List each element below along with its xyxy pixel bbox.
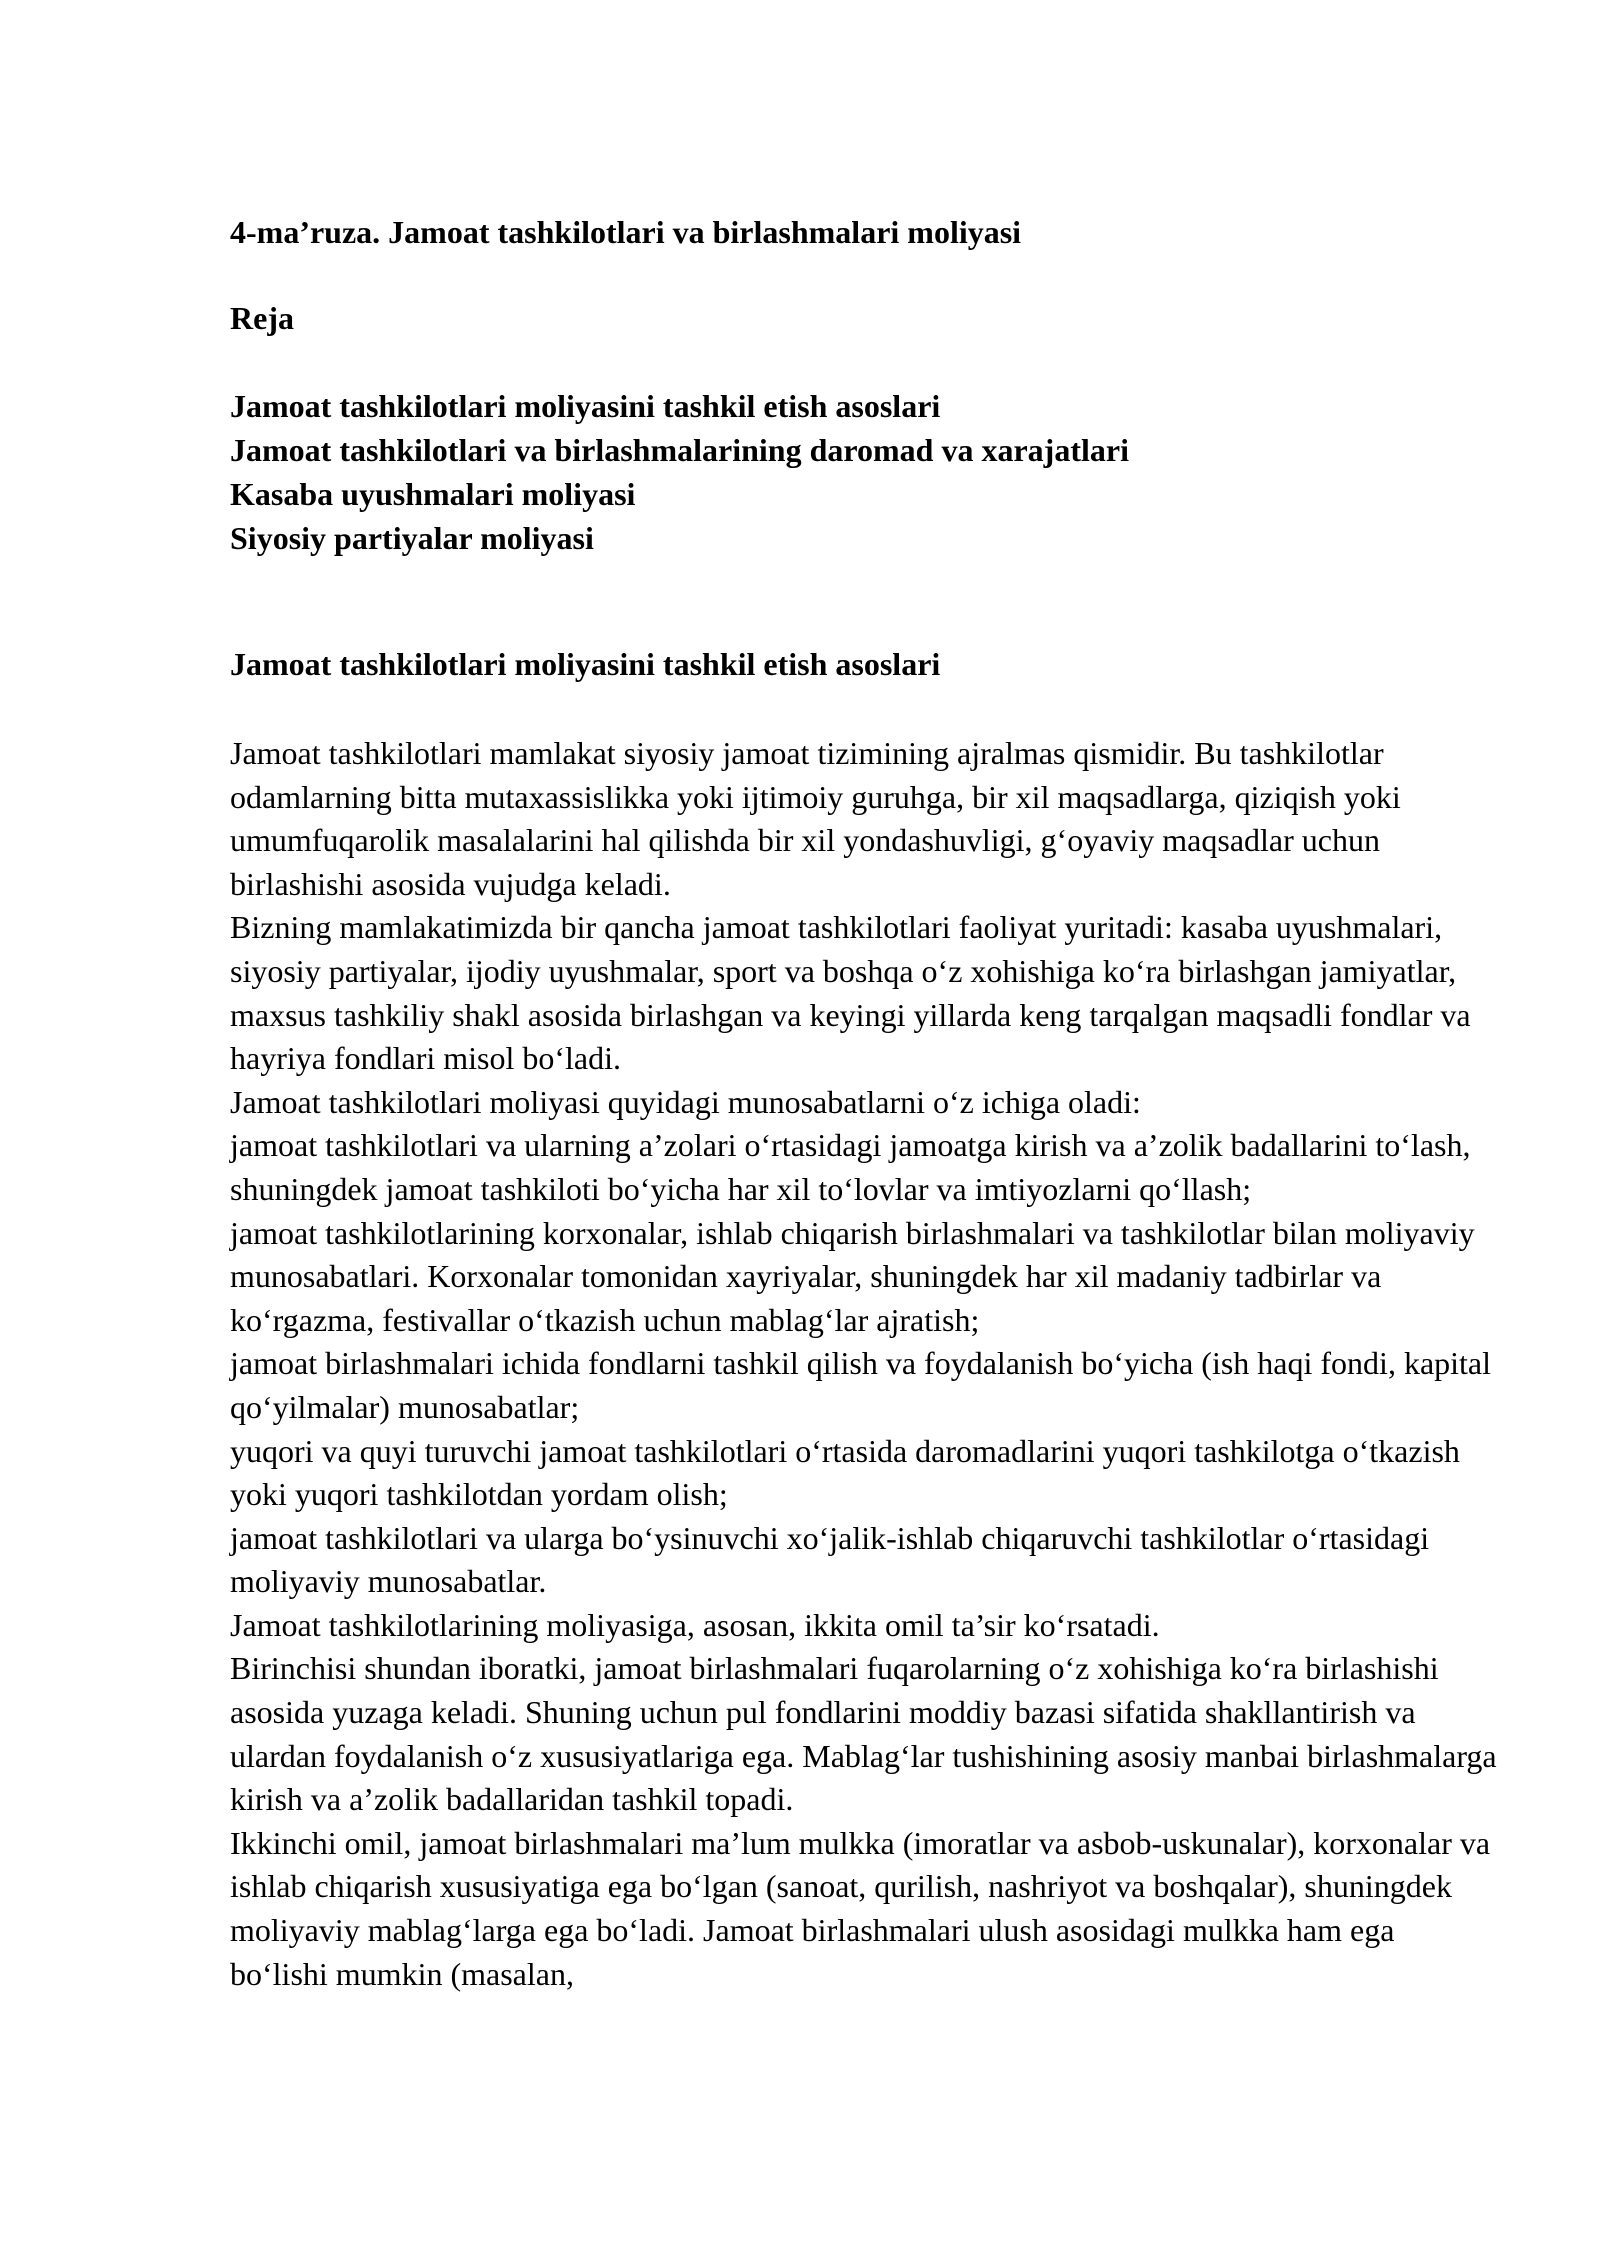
paragraph: Birinchisi shundan iboratki, jamoat birlashmalari fuqarolarning o‘z xohishiga ko‘ra birlashishi asosida yuzaga keladi. Shuning uchun pul fondlarini moddiy bazasi sifatida shakllantirish va ulardan foydalanish o‘z xususiyatlariga ega. Mablag‘lar tushishining asosiy manbai birlashmalarga kirish va a’zolik badallaridan tashkil topadi. xyxy=(230,1650,1497,1818)
paragraph: Ikkinchi omil, jamoat birlashmalari ma’lum mulkka (imoratlar va asbob-uskunalar), korxonalar va ishlab chiqarish xususiyatiga ega bo‘lgan (sanoat, qurilish, nashriyot va boshqalar), shuningdek moliyaviy mablag‘larga ega bo‘ladi. Jamoat birlashmalari ulush asosidagi mulkka ham ega bo‘lishi mumkin (masalan, xyxy=(230,1824,1491,1992)
plan-heading: Reja xyxy=(230,300,294,336)
paragraph: jamoat birlashmalari ichida fondlarni tashkil qilish va foydalanish bo‘yicha (ish haqi fondi, kapital qo‘yilmalar) munosabatlar; xyxy=(230,1345,1492,1425)
plan-item: Jamoat tashkilotlari va birlashmalarining daromad va xarajatlari xyxy=(230,432,1129,468)
paragraph: Jamoat tashkilotlarining moliyasiga, asosan, ikkita omil ta’sir ko‘rsatadi. xyxy=(230,1606,1160,1643)
body-text xyxy=(230,732,1500,1996)
paragraph: jamoat tashkilotlari va ularga bo‘ysinuvchi xo‘jalik-ishlab chiqaruvchi tashkilotlar o‘rtasidagi moliyaviy munosabatlar. xyxy=(230,1519,1430,1600)
paragraph: jamoat tashkilotlarining korxonalar, ishlab chiqarish birlashmalari va tashkilotlar bilan moliyaviy munosabatlari. Korxonalar tomonidan xayriyalar, shuningdek har xil madaniy tadbirlar va ko‘rgazma, festivallar o‘tkazish uchun mablag‘lar ajratish; xyxy=(230,1214,1475,1338)
document-title: 4-ma’ruza. Jamoat tashkilotlari va birlashmalari moliyasi xyxy=(230,214,1022,250)
paragraph: Bizning mamlakatimizda bir qancha jamoat tashkilotlari faoliyat yuritadi: kasaba uyushmalari, siyosiy partiyalar, ijodiy uyushmalar, sport va boshqa o‘z xohishiga ko‘ra birlashgan jamiyatlar, maxsus tashkiliy shakl asosida birlashgan va keyingi yillarda keng tarqalgan maqsadli fondlar va hayriya fondlari misol bo‘ladi. xyxy=(230,909,1471,1077)
document-page xyxy=(230,210,1500,1996)
paragraph: Jamoat tashkilotlari mamlakat siyosiy jamoat tizimining ajralmas qismidir. Bu tashkilotlar odamlarning bitta mutaxassislikka yoki ijtimoiy guruhga, bir xil maqsadlarga, qiziqish yoki umumfuqarolik masalalarini hal qilishda bir xil yondashuvligi, g‘oyaviy maqsadlar uchun birlashishi asosida vujudga keladi. xyxy=(230,735,1401,902)
paragraph: jamoat tashkilotlari va ularning a’zolari o‘rtasidagi jamoatga kirish va a’zolik badallarini to‘lash, shuningdek jamoat tashkiloti bo‘yicha har xil to‘lovlar va imtiyozlarni qo‘llash; xyxy=(230,1127,1471,1207)
plan-item: Kasaba uyushmalari moliyasi xyxy=(230,476,636,512)
section-heading: Jamoat tashkilotlari moliyasini tashkil etish asoslari xyxy=(230,646,941,682)
paragraph: Jamoat tashkilotlari moliyasi quyidagi munosabatlarni o‘z ichiga oladi: xyxy=(230,1083,1141,1120)
paragraph: yuqori va quyi turuvchi jamoat tashkilotlari o‘rtasida daromadlarini yuqori tashkilotga o‘tkazish yoki yuqori tashkilotdan yordam olish; xyxy=(230,1432,1460,1513)
plan-item: Jamoat tashkilotlari moliyasini tashkil etish asoslari xyxy=(230,388,941,424)
plan-list xyxy=(230,384,1500,560)
plan-item: Siyosiy partiyalar moliyasi xyxy=(230,520,594,556)
